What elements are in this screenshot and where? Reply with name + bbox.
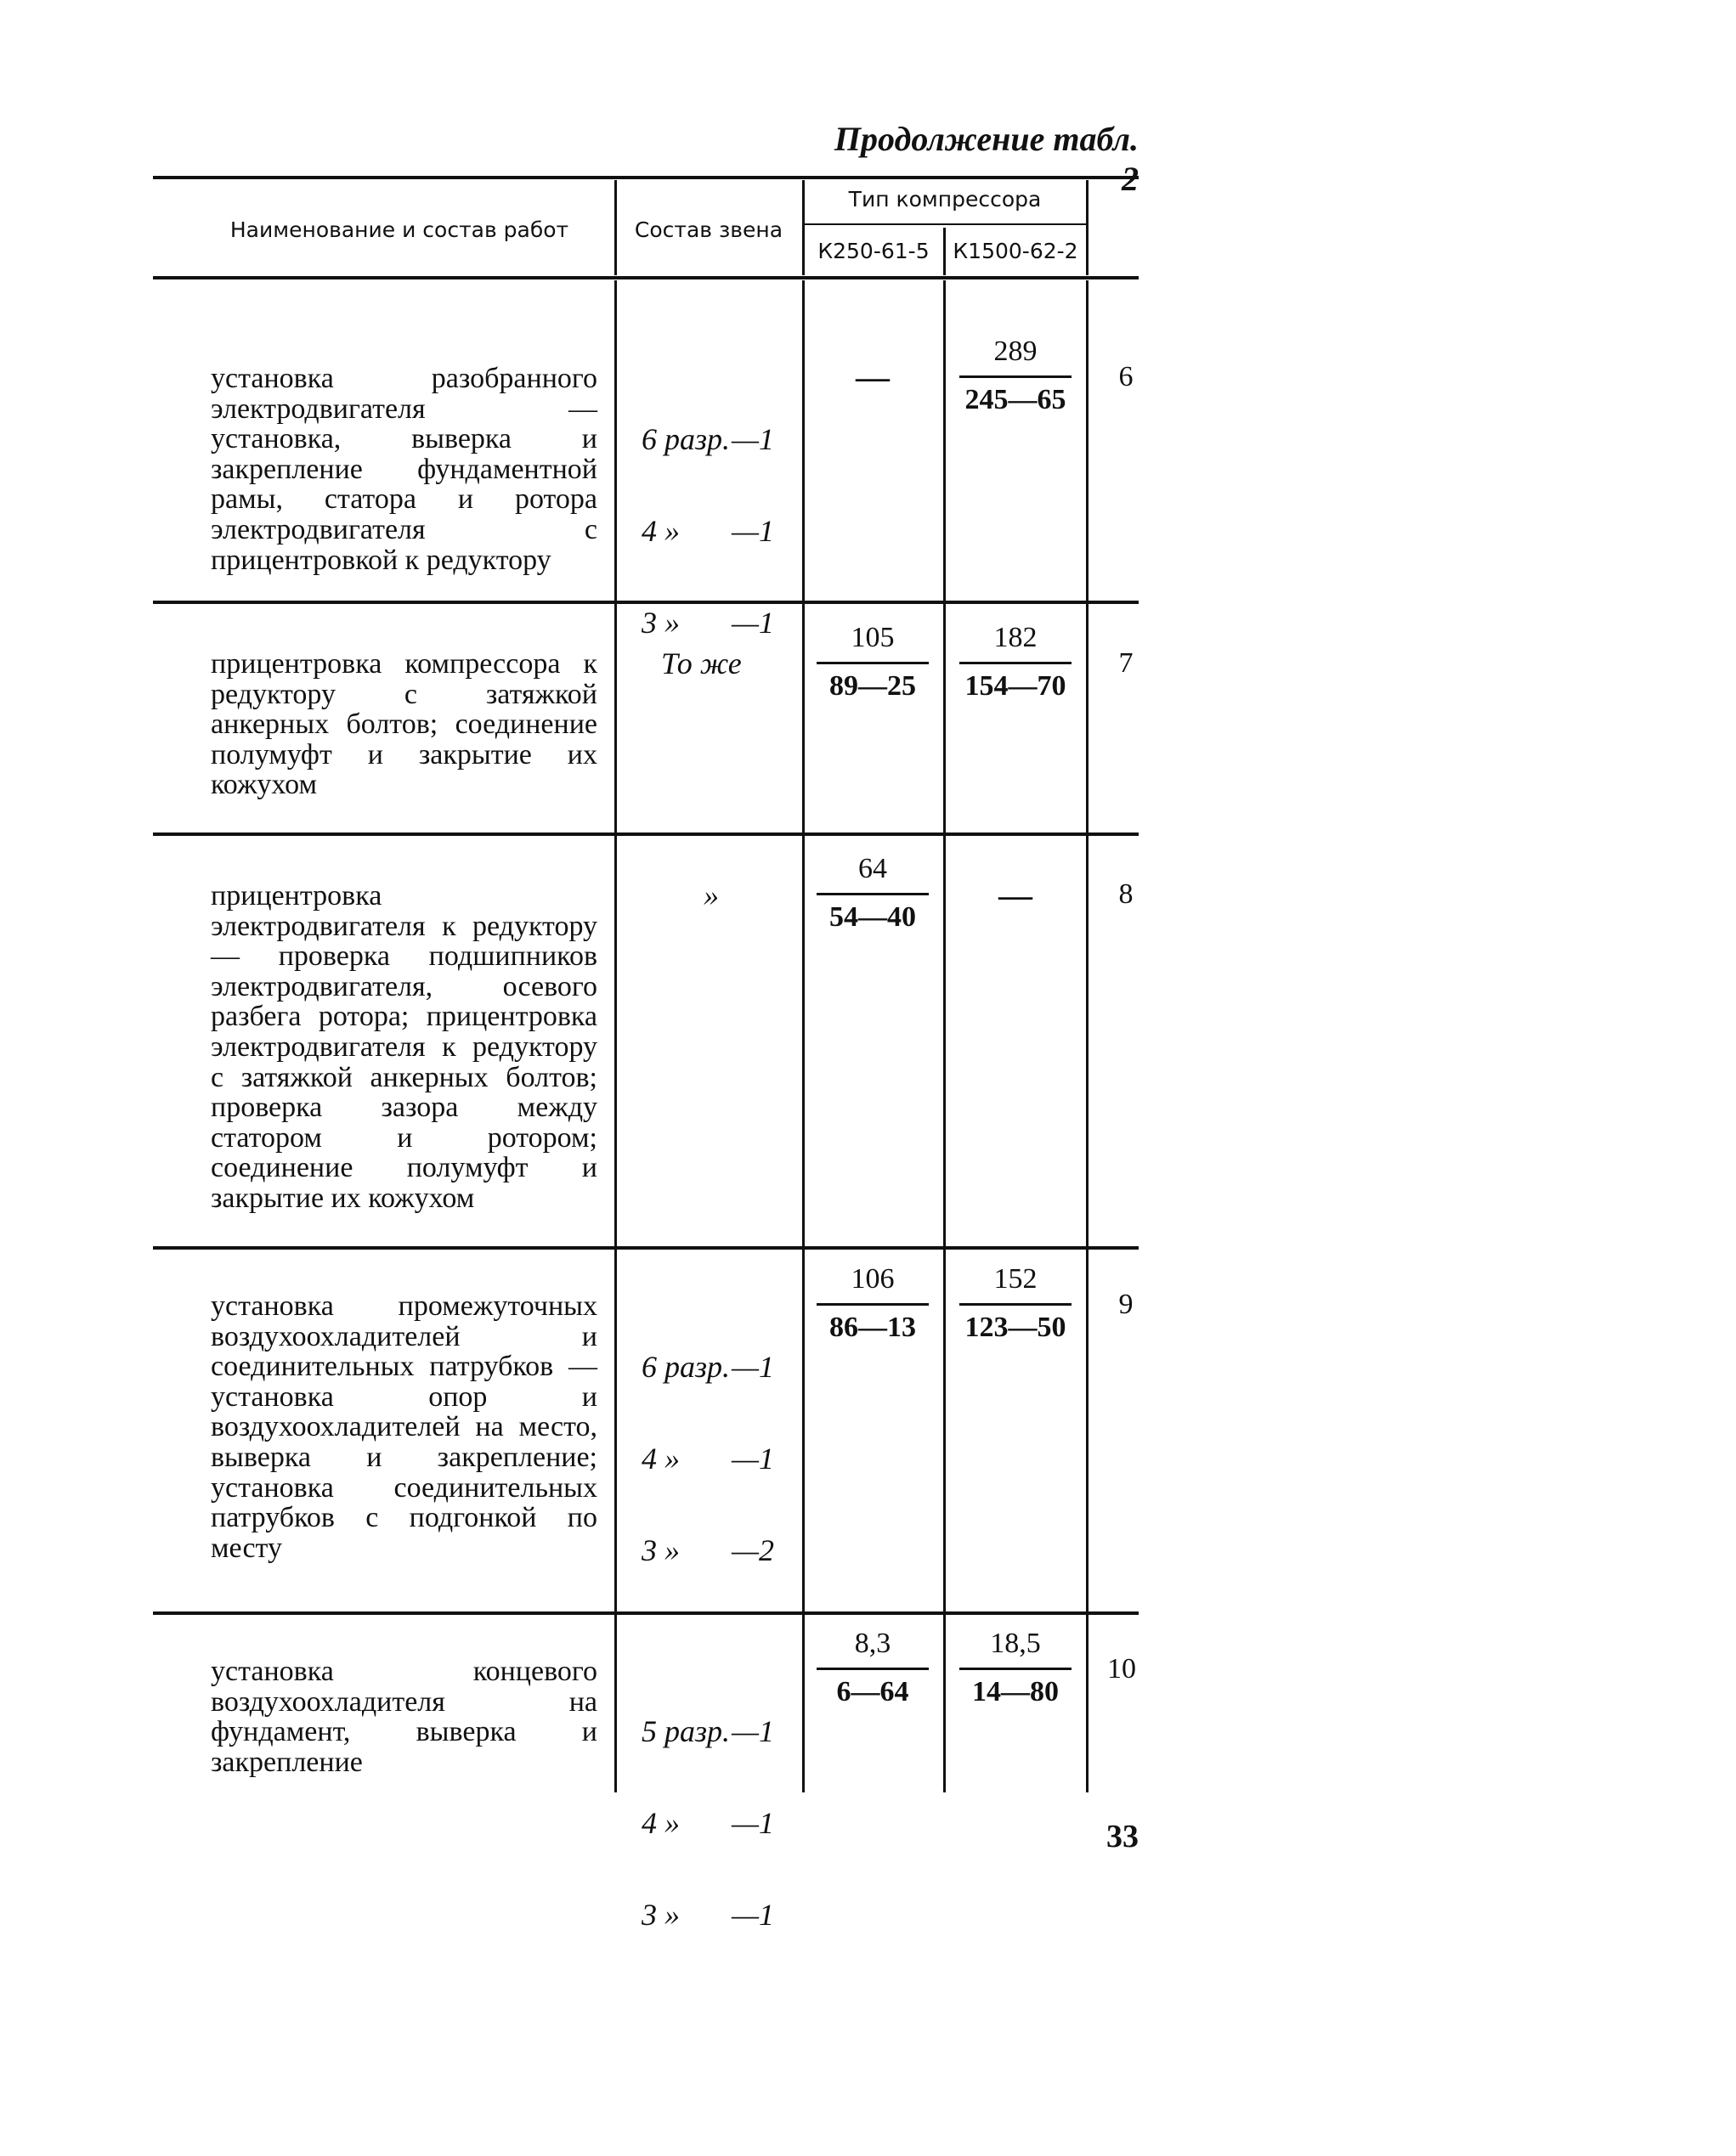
row-index: 7 [1118, 647, 1134, 679]
row-k1500-value: 182 154—70 [947, 621, 1083, 703]
row-k1500-value: 152 123—50 [947, 1262, 1083, 1345]
body-vrule-2 [802, 280, 805, 1792]
table-caption: Продолжение табл. [834, 120, 1139, 158]
row-index: 8 [1118, 878, 1134, 910]
row-k1500-value: 289 245—65 [947, 335, 1083, 417]
header-k1500: К1500-62-2 [953, 239, 1078, 263]
row-work-description: прицентровка электродвигателя к редуктору — проверка подшипников электродвигателя, осевого разбега ротора; прицентровка электродвигателя к редуктору с затяжкой анкерных болтов; проверка зазора между статором и ротором; соединение полумуфт и закрытие их кожухом [211, 880, 597, 1214]
row-k250-value: 106 86—13 [805, 1262, 941, 1345]
body-vrule-4 [1086, 280, 1089, 1792]
row-crew: То же [661, 646, 742, 680]
row-index: 6 [1118, 361, 1134, 392]
header-k250: К250-61-5 [817, 239, 930, 263]
row-crew: » [704, 878, 719, 912]
row-k1500-value: 18,5 14—80 [947, 1627, 1083, 1709]
row-k250-value: 105 89—25 [805, 621, 941, 703]
row-rule-4 [153, 1611, 1139, 1615]
header-crew: Состав звена [634, 217, 783, 242]
row-k250-dash: — [856, 358, 890, 396]
header-vrule-4 [1086, 180, 1089, 275]
header-bottom-rule [153, 276, 1139, 279]
row-crew: 6 разр. —1 4 » —1 3 » —1 [642, 422, 775, 640]
body-vrule-1 [614, 280, 617, 1792]
header-vrule-2 [802, 180, 805, 275]
row-work-description: установка концевого воздухоохладителя на фундамент, выверка и закрепление [211, 1656, 597, 1778]
row-k250-value: 64 54—40 [805, 852, 941, 934]
header-compressor-type: Тип компрессора [848, 187, 1042, 212]
row-work-description: установка промежуточных воздухоохладителей и соединительных патрубков — установка опор и воздухоохладителей на место, выверка и закрепление; установка соединительных патрубков с подгонкой по месту [211, 1290, 597, 1564]
row-k250-value: 8,3 6—64 [805, 1627, 941, 1709]
row-index: 9 [1118, 1289, 1134, 1320]
header-vrule-1 [614, 180, 617, 275]
row-work-description: прицентровка компрессора к редуктору с затяжкой анкерных болтов; соединение полумуфт и закрытие их кожухом [211, 648, 597, 801]
type-subheader-rule [804, 223, 1086, 225]
row-index: 10 [1107, 1653, 1136, 1685]
row-k1500-dash: — [998, 876, 1032, 914]
header-work: Наименование и состав работ [229, 217, 569, 242]
header-vrule-3 [943, 228, 946, 275]
page-number: 33 [1106, 1819, 1139, 1854]
row-rule-3 [153, 1246, 1139, 1250]
row-crew: 6 разр. —1 4 » —1 3 » —2 [642, 1350, 775, 1567]
body-vrule-3 [943, 280, 946, 1792]
row-crew: 5 разр. —1 4 » —1 3 » —1 [642, 1714, 775, 1932]
table-top-rule [153, 176, 1139, 179]
row-rule-2 [153, 832, 1139, 836]
row-work-description: установка разобранного электродвигателя — установка, выверка и закрепление фундаментной рамы, статора и ротора электродвигателя с прицентровкой к редуктору [211, 363, 597, 576]
